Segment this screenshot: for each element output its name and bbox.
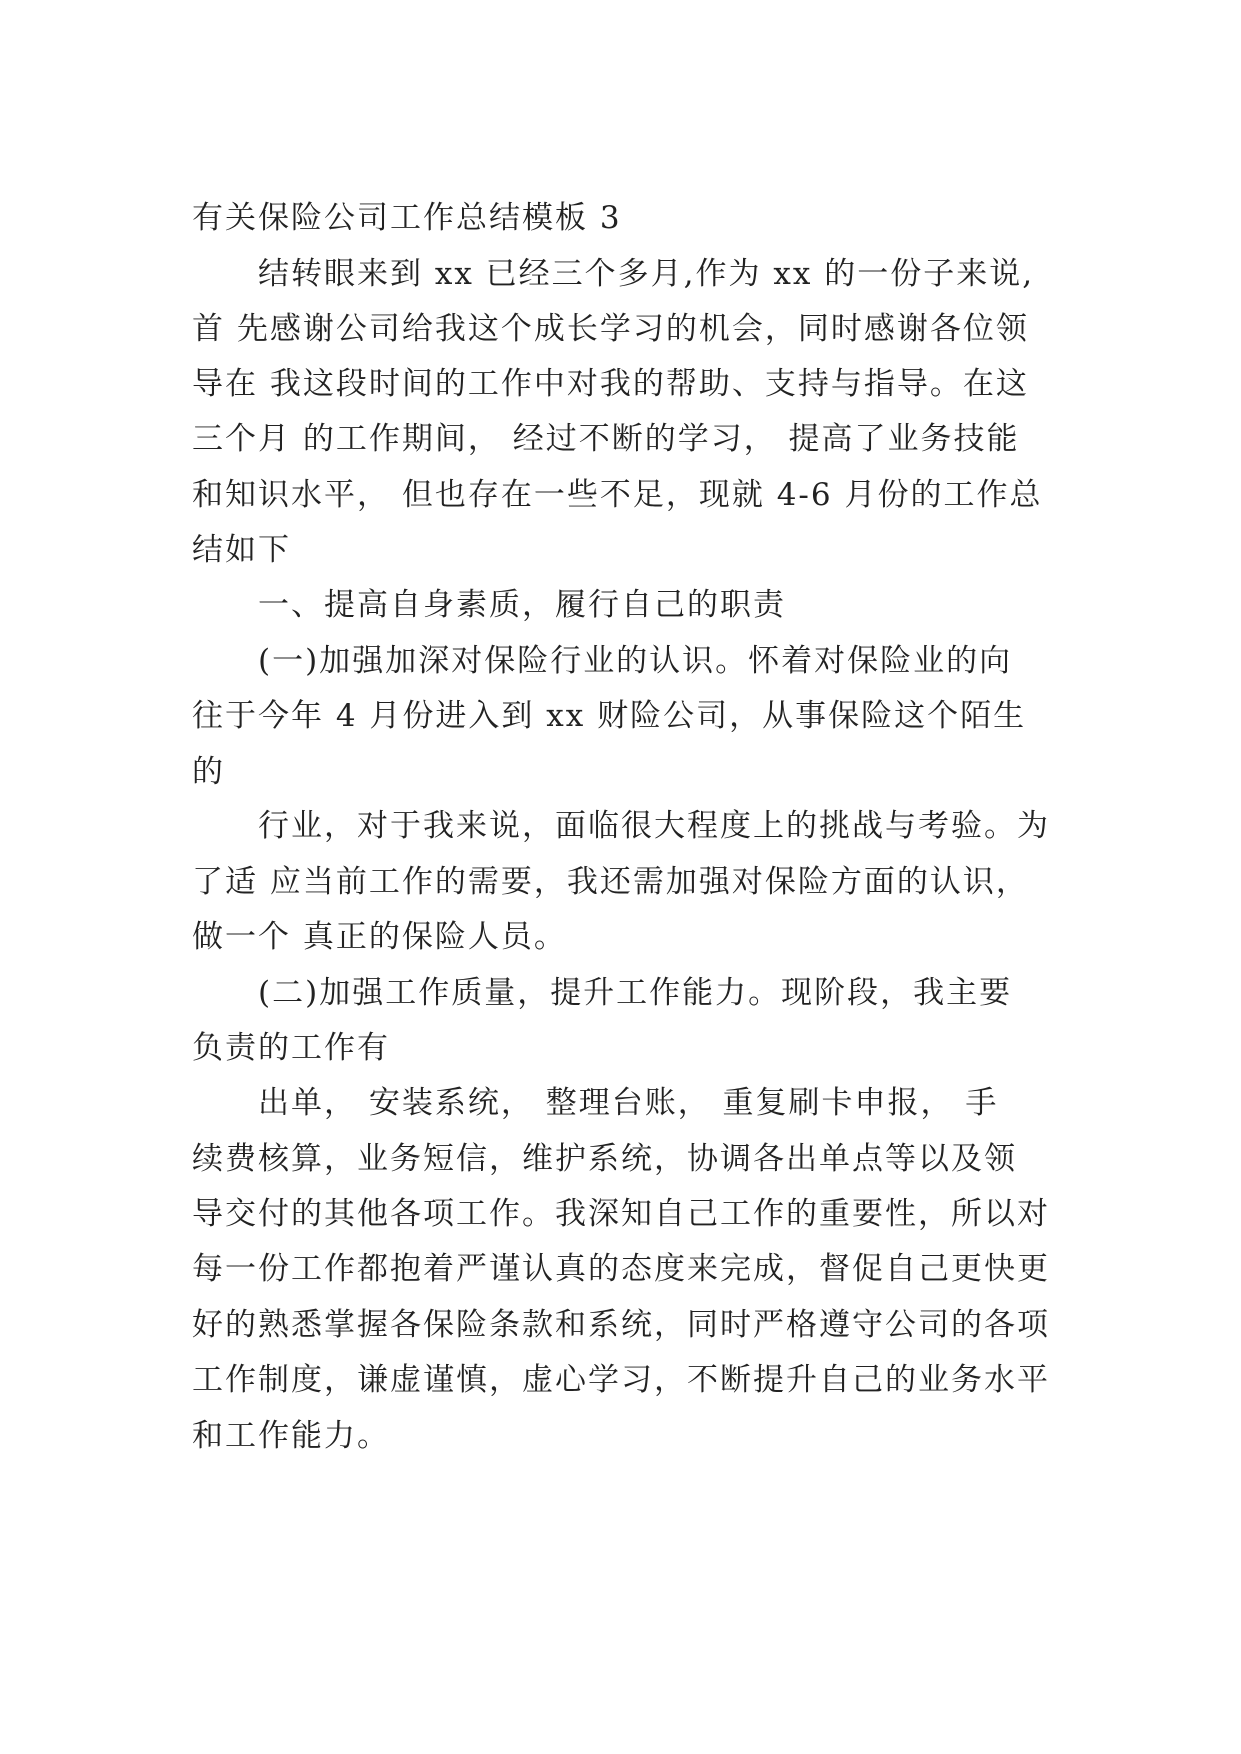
text-line: 结转眼来到 xx 已经三个多月,作为 xx 的一份子来说, <box>258 256 1035 292</box>
text-line: 了适 应当前工作的需要，我还需加强对保险方面的认识， <box>192 864 1029 900</box>
text-line: 首 先感谢公司给我这个成长学习的机会，同时感谢各位领 <box>192 311 1029 347</box>
text-line: 好的熟悉掌握各保险条款和系统，同时严格遵守公司的各项 <box>192 1307 1050 1343</box>
text-line: 往于今年 4 月份进入到 xx 财险公司，从事保险这个陌生 <box>192 698 1027 734</box>
text-line: 续费核算，业务短信，维护系统，协调各出单点等以及领 <box>192 1141 1017 1177</box>
text-line: 和知识水平， 但也存在一些不足，现就 4-6 月份的工作总 <box>192 477 1043 513</box>
text-line: 每一份工作都抱着严谨认真的态度来完成，督促自己更快更 <box>192 1251 1050 1287</box>
text-line: 结如下 <box>192 532 291 568</box>
text-line: 三个月 的工作期间， 经过不断的学习， 提高了业务技能 <box>192 421 1020 457</box>
section-heading: 一、提高自身素质，履行自己的职责 <box>258 587 786 623</box>
text-line: 的 <box>192 754 225 790</box>
text-line: 负责的工作有 <box>192 1030 390 1066</box>
text-line: (二)加强工作质量，提升工作能力。现阶段，我主要 <box>258 975 1013 1011</box>
text-line: 和工作能力。 <box>192 1418 390 1454</box>
text-line: 行业，对于我来说，面临很大程度上的挑战与考验。为 <box>258 808 1050 844</box>
text-line: 工作制度，谦虚谨慎，虚心学习，不断提升自己的业务水平 <box>192 1362 1050 1398</box>
document-title: 有关保险公司工作总结模板 3 <box>192 200 622 236</box>
text-line: 导在 我这段时间的工作中对我的帮助、支持与指导。在这 <box>192 366 1029 402</box>
text-line: (一)加强加深对保险行业的认识。怀着对保险业的向 <box>258 643 1013 679</box>
text-line: 出单， 安装系统， 整理台账， 重复刷卡申报， 手 <box>258 1085 999 1121</box>
text-line: 导交付的其他各项工作。我深知自己工作的重要性，所以对 <box>192 1196 1050 1232</box>
text-line: 做一个 真正的保险人员。 <box>192 919 567 955</box>
